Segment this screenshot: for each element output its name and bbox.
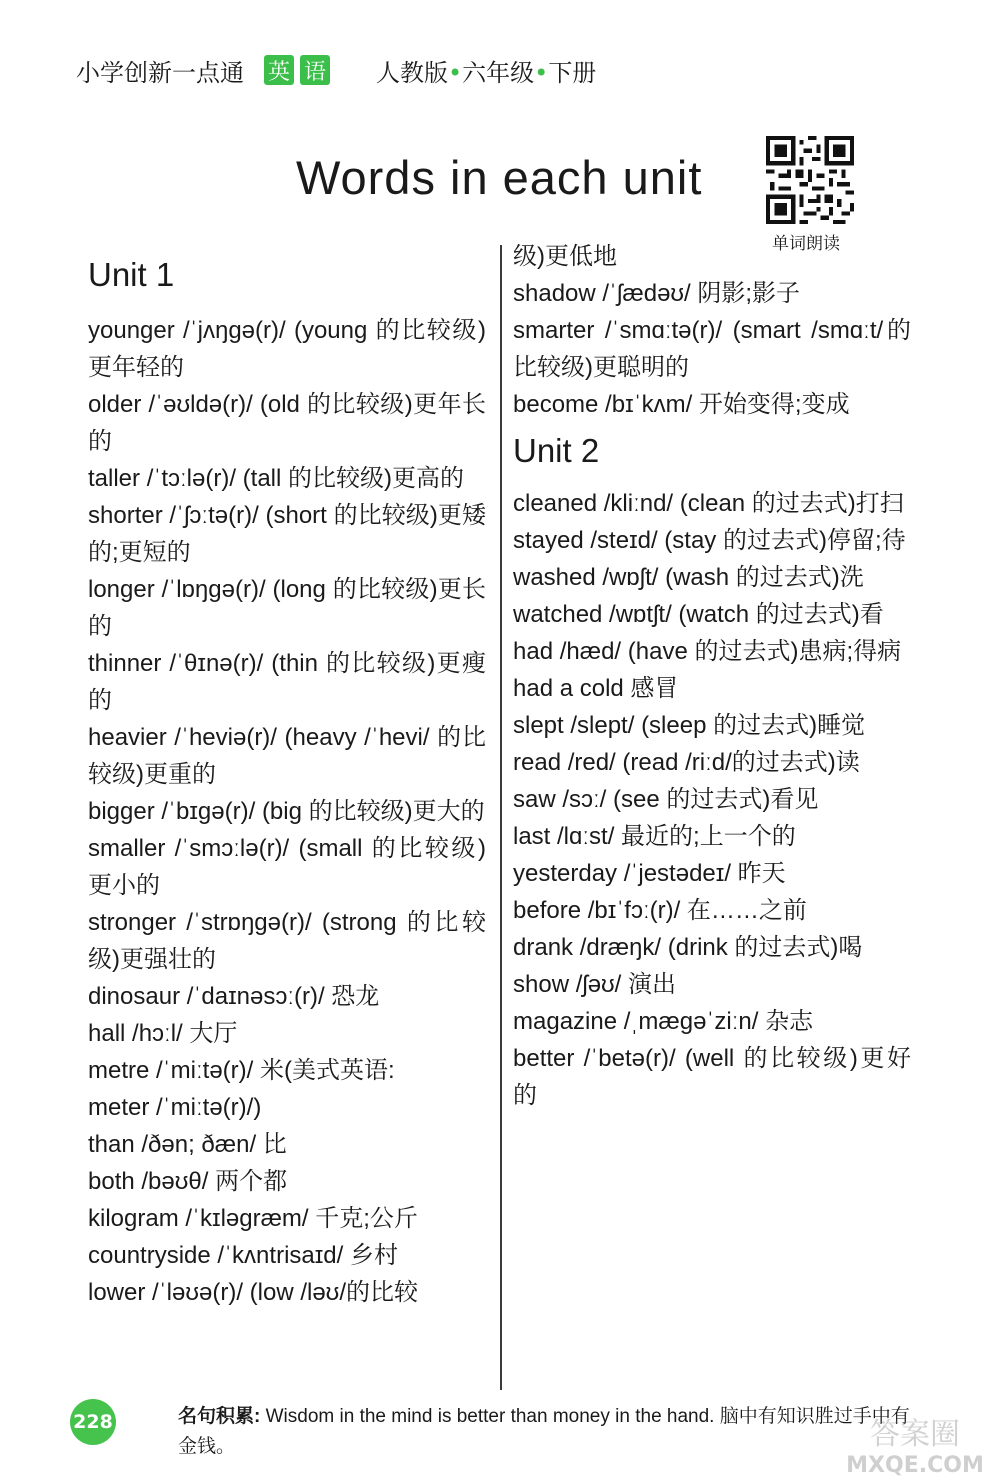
vocab-entry: watched /wɒtʃt/ (watch 的过去式)看: [513, 601, 884, 628]
vocab-entry: 级)更低地: [513, 243, 617, 270]
vocab-entry: countryside /ˈkʌntrisaɪd/ 乡村: [88, 1242, 398, 1269]
vocab-entry: than /ðən; ðæn/ 比: [88, 1131, 287, 1158]
footer-quote: [178, 1402, 928, 1462]
edition-grade: 六年级: [462, 58, 535, 87]
edition-info: [376, 53, 596, 88]
page-title: Words in each unit: [296, 151, 703, 204]
vocab-entry: yesterday /ˈjestədeɪ/ 昨天: [513, 860, 786, 887]
vocab-entry: meter /ˈmiːtə(r)/): [88, 1094, 262, 1121]
vocab-entry: become /bɪˈkʌm/ 开始变得;变成: [513, 391, 850, 418]
vocab-entry: before /bɪˈfɔː(r)/ 在……之前: [513, 897, 807, 924]
unit-heading-2: Unit 2: [513, 432, 600, 469]
vocab-entry: longer /ˈlɒŋgə(r)/ (long 的比较级)更长的: [88, 576, 486, 640]
vocab-entry: lower /ˈləʊə(r)/ (low /ləʊ/的比较: [88, 1279, 418, 1306]
vocab-entry: read /red/ (read /riːd/的过去式)读: [513, 749, 860, 776]
qr-code-icon[interactable]: [766, 136, 854, 224]
vocab-entry: better /ˈbetə(r)/ (well 的比较级)更好的: [513, 1045, 911, 1109]
vocab-entry: hall /hɔːl/ 大厅: [88, 1020, 238, 1047]
book-title: 小学创新一点通: [76, 58, 244, 87]
vocab-entry: drank /dræŋk/ (drink 的过去式)喝: [513, 934, 863, 961]
quote-text: Wisdom in the mind is better than money in the hand. 脑中有知识胜过手中有金钱。: [178, 1406, 910, 1457]
unit-heading-1: Unit 1: [88, 256, 175, 293]
vocab-entry: thinner /ˈθɪnə(r)/ (thin 的比较级)更瘦的: [88, 650, 486, 714]
subject-badge-2: 语: [300, 55, 330, 85]
vocab-entry: show /ʃəʊ/ 演出: [513, 971, 677, 998]
vocab-entry: washed /wɒʃt/ (wash 的过去式)洗: [513, 564, 864, 591]
vocab-entry: stronger /ˈstrɒŋgə(r)/ (strong 的比较级)更强壮的: [88, 909, 486, 973]
column-divider: [500, 245, 502, 1390]
vocab-entry: stayed /steɪd/ (stay 的过去式)停留;待: [513, 527, 906, 554]
vocab-entry: bigger /ˈbɪgə(r)/ (big 的比较级)更大的: [88, 798, 485, 825]
page-header: [76, 52, 596, 88]
vocab-entry: saw /sɔː/ (see 的过去式)看见: [513, 786, 819, 813]
vocab-entry: taller /ˈtɔːlə(r)/ (tall 的比较级)更高的: [88, 465, 465, 492]
quote-label: 名句积累:: [178, 1406, 261, 1427]
watermark-line1: 答案圈: [870, 1417, 960, 1452]
vocab-entry: magazine /ˌmægəˈziːn/ 杂志: [513, 1008, 814, 1035]
right-column: [513, 238, 911, 1114]
edition-publisher: 人教版: [376, 58, 448, 87]
vocab-entry: shorter /ˈʃɔːtə(r)/ (short 的比较级)更矮的;更短的: [88, 502, 486, 566]
watermark-line2: MXQE.COM: [846, 1453, 984, 1478]
vocab-entry: dinosaur /ˈdaɪnəsɔː(r)/ 恐龙: [88, 983, 380, 1010]
vocab-entry: cleaned /kliːnd/ (clean 的过去式)打扫: [513, 490, 904, 517]
vocab-entry: heavier /ˈheviə(r)/ (heavy /ˈhevi/ 的比较级)更重的: [88, 724, 486, 788]
vocab-entry: older /ˈəʊldə(r)/ (old 的比较级)更年长的: [88, 391, 486, 455]
vocab-entry: had /hæd/ (have 的过去式)患病;得病: [513, 638, 902, 665]
edition-dot-1: •: [448, 58, 463, 87]
edition-dot-2: •: [534, 58, 549, 87]
vocab-entry: younger /ˈjʌŋgə(r)/ (young 的比较级)更年轻的: [88, 317, 486, 381]
vocab-entry: smaller /ˈsmɔːlə(r)/ (small 的比较级)更小的: [88, 835, 486, 899]
vocab-entry: metre /ˈmiːtə(r)/ 米(美式英语:: [88, 1057, 395, 1084]
subject-badge-1: 英: [264, 55, 294, 85]
vocab-entry: kilogram /ˈkɪləgræm/ 千克;公斤: [88, 1205, 418, 1232]
left-column: [88, 312, 486, 1311]
vocab-entry: smarter /ˈsmɑːtə(r)/ (smart /smɑːt/的比较级)更聪明的: [513, 317, 911, 381]
vocab-entry: shadow /ˈʃædəʊ/ 阴影;影子: [513, 280, 801, 307]
vocab-entry: both /bəʊθ/ 两个都: [88, 1168, 288, 1195]
qr-caption: 单词朗读: [772, 234, 840, 254]
vocab-entry: had a cold 感冒: [513, 675, 679, 702]
watermark-logo-icon: [840, 1410, 990, 1478]
vocab-entry: last /lɑːst/ 最近的;上一个的: [513, 823, 796, 850]
page-number: 228: [70, 1399, 116, 1445]
edition-volume: 下册: [548, 58, 597, 87]
vocab-entry: slept /slept/ (sleep 的过去式)睡觉: [513, 712, 866, 739]
